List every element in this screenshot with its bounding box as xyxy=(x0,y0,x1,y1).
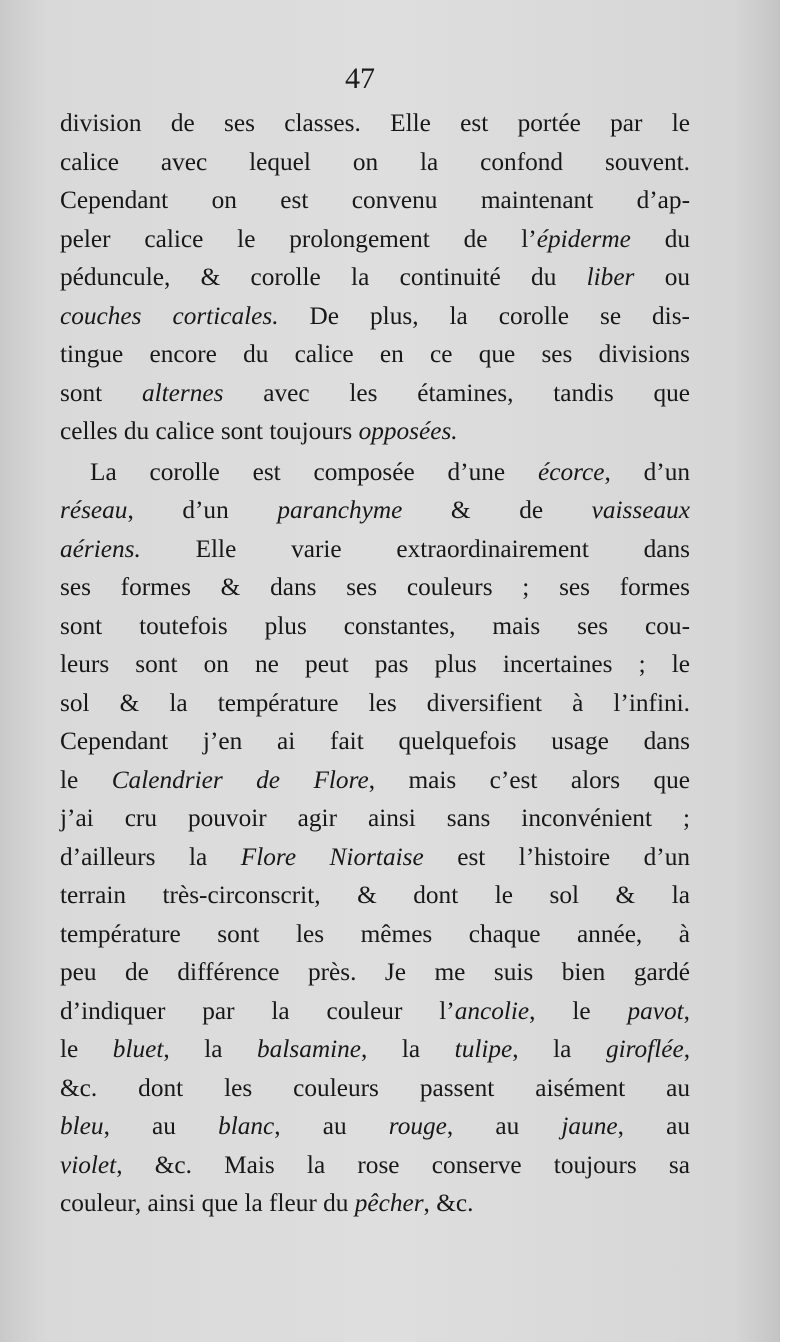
text-segment: calice avec lequel on la confond souvent. xyxy=(60,147,690,176)
text-segment: , d’un xyxy=(127,496,278,524)
text-segment: peler calice le prolongement de l’ xyxy=(60,224,537,253)
text-line xyxy=(60,722,690,761)
italic-term: Flore Niortaise xyxy=(240,842,424,871)
italic-term: couches corticales. xyxy=(60,301,279,330)
text-segment: , mais c’est alors que xyxy=(368,765,690,794)
text-segment: , au xyxy=(446,1112,562,1140)
text-segment: , d’un xyxy=(604,457,690,486)
italic-term: tulipe xyxy=(454,1035,513,1063)
text-line xyxy=(60,1030,690,1069)
text-line xyxy=(60,258,690,297)
italic-term: bluet xyxy=(112,1035,164,1063)
italic-term: rouge xyxy=(388,1112,447,1140)
text-segment: &c. dont les couleurs passent aisément au xyxy=(60,1073,690,1102)
italic-term: opposées. xyxy=(358,417,458,445)
text-segment: , xyxy=(683,1035,691,1063)
italic-term: aériens. xyxy=(60,534,141,563)
text-segment: couleur, ainsi que la fleur du xyxy=(60,1189,355,1217)
text-line xyxy=(60,645,690,684)
text-line xyxy=(60,684,690,723)
italic-term: liber xyxy=(586,263,635,291)
text-line xyxy=(60,335,690,374)
text-segment: sont toutefois plus constantes, mais ses cou- xyxy=(60,611,690,640)
page-text xyxy=(60,104,690,1223)
text-line xyxy=(60,799,690,838)
text-line xyxy=(60,104,690,143)
text-line xyxy=(60,568,690,607)
italic-term: épiderme xyxy=(536,224,631,253)
text-segment: terrain très-circonscrit, & dont le sol & la xyxy=(60,881,690,909)
italic-term: réseau xyxy=(60,496,128,524)
page-number: 47 xyxy=(345,62,375,95)
text-line xyxy=(60,915,690,954)
italic-term: violet xyxy=(60,1150,117,1179)
text-segment: peu de différence près. Je me suis bien gardé xyxy=(60,958,690,986)
text-segment: & de xyxy=(402,496,592,524)
text-line xyxy=(60,412,690,451)
text-line xyxy=(60,761,690,800)
italic-term: paranchyme xyxy=(277,496,403,524)
italic-term: Calendrier de Flore xyxy=(111,765,369,794)
text-segment: , xyxy=(683,996,690,1025)
text-line xyxy=(60,143,690,182)
text-segment: est l’histoire d’un xyxy=(423,842,691,871)
text-segment: , &c. Mais la rose conserve toujours sa xyxy=(116,1150,690,1179)
italic-term: bleu xyxy=(60,1112,104,1140)
text-line xyxy=(60,607,690,646)
text-segment: , au xyxy=(103,1112,219,1140)
text-segment: Elle varie extraordinairement dans xyxy=(140,534,690,563)
italic-term: ancolie xyxy=(454,996,530,1025)
text-line xyxy=(60,1107,690,1146)
italic-term: alternes xyxy=(141,378,224,407)
text-segment: , la xyxy=(163,1035,258,1063)
text-segment: La corolle est composée d’une xyxy=(90,457,538,486)
text-segment: sol & la température les diversifient à l’infini. xyxy=(60,688,690,717)
italic-term: pêcher xyxy=(354,1189,424,1217)
text-segment: sont xyxy=(60,378,142,407)
text-line xyxy=(60,530,690,569)
text-segment: tingue encore du calice en ce que ses divisions xyxy=(60,340,690,368)
text-segment: De plus, la corolle se dis- xyxy=(278,301,690,330)
text-line xyxy=(60,1184,690,1223)
text-line xyxy=(60,876,690,915)
text-segment: le xyxy=(60,1035,113,1063)
text-line xyxy=(60,453,690,492)
text-segment: , au xyxy=(617,1112,690,1140)
text-segment: avec les étamines, tandis que xyxy=(223,378,690,407)
text-segment: péduncule, & corolle la continuité du xyxy=(60,263,587,291)
text-segment: , le xyxy=(529,996,628,1025)
text-line xyxy=(60,992,690,1031)
text-segment: ou xyxy=(634,263,690,291)
text-line xyxy=(60,953,690,992)
text-line xyxy=(60,374,690,413)
text-line xyxy=(60,220,690,259)
italic-term: écorce xyxy=(537,457,605,486)
text-segment: division de ses classes. Elle est portée par le xyxy=(60,109,690,137)
text-line xyxy=(60,297,690,336)
text-segment: , &c. xyxy=(423,1189,474,1217)
italic-term: vaisseaux xyxy=(591,496,691,524)
text-line xyxy=(60,491,690,530)
text-segment: ses formes & dans ses couleurs ; ses formes xyxy=(60,573,690,601)
italic-term: giroflée xyxy=(605,1035,684,1063)
text-segment: du xyxy=(630,224,690,253)
text-line xyxy=(60,1069,690,1108)
text-line xyxy=(60,838,690,877)
italic-term: blanc xyxy=(218,1112,275,1140)
italic-term: balsamine xyxy=(257,1035,362,1063)
text-segment: j’ai cru pouvoir agir ainsi sans inconvénient ; xyxy=(60,804,690,832)
text-segment: celles du calice sont toujours xyxy=(60,417,359,445)
text-segment: Cependant on est convenu maintenant d’ap- xyxy=(60,186,690,214)
page-edge xyxy=(780,0,800,1342)
text-line xyxy=(60,1146,690,1185)
text-segment: d’ailleurs la xyxy=(60,842,241,871)
text-segment: d’indiquer par la couleur l’ xyxy=(60,996,455,1025)
italic-term: jaune xyxy=(561,1112,618,1140)
italic-term: pavot xyxy=(627,996,684,1025)
text-segment: , la xyxy=(361,1035,455,1063)
text-segment: leurs sont on ne peut pas plus incertaines ; le xyxy=(60,650,690,678)
text-segment: le xyxy=(60,765,112,794)
text-segment: , au xyxy=(274,1112,389,1140)
text-line xyxy=(60,181,690,220)
text-segment: Cependant j’en ai fait quelquefois usage dans xyxy=(60,727,690,755)
text-segment: , la xyxy=(512,1035,606,1063)
text-segment: température sont les mêmes chaque année, à xyxy=(60,919,690,948)
